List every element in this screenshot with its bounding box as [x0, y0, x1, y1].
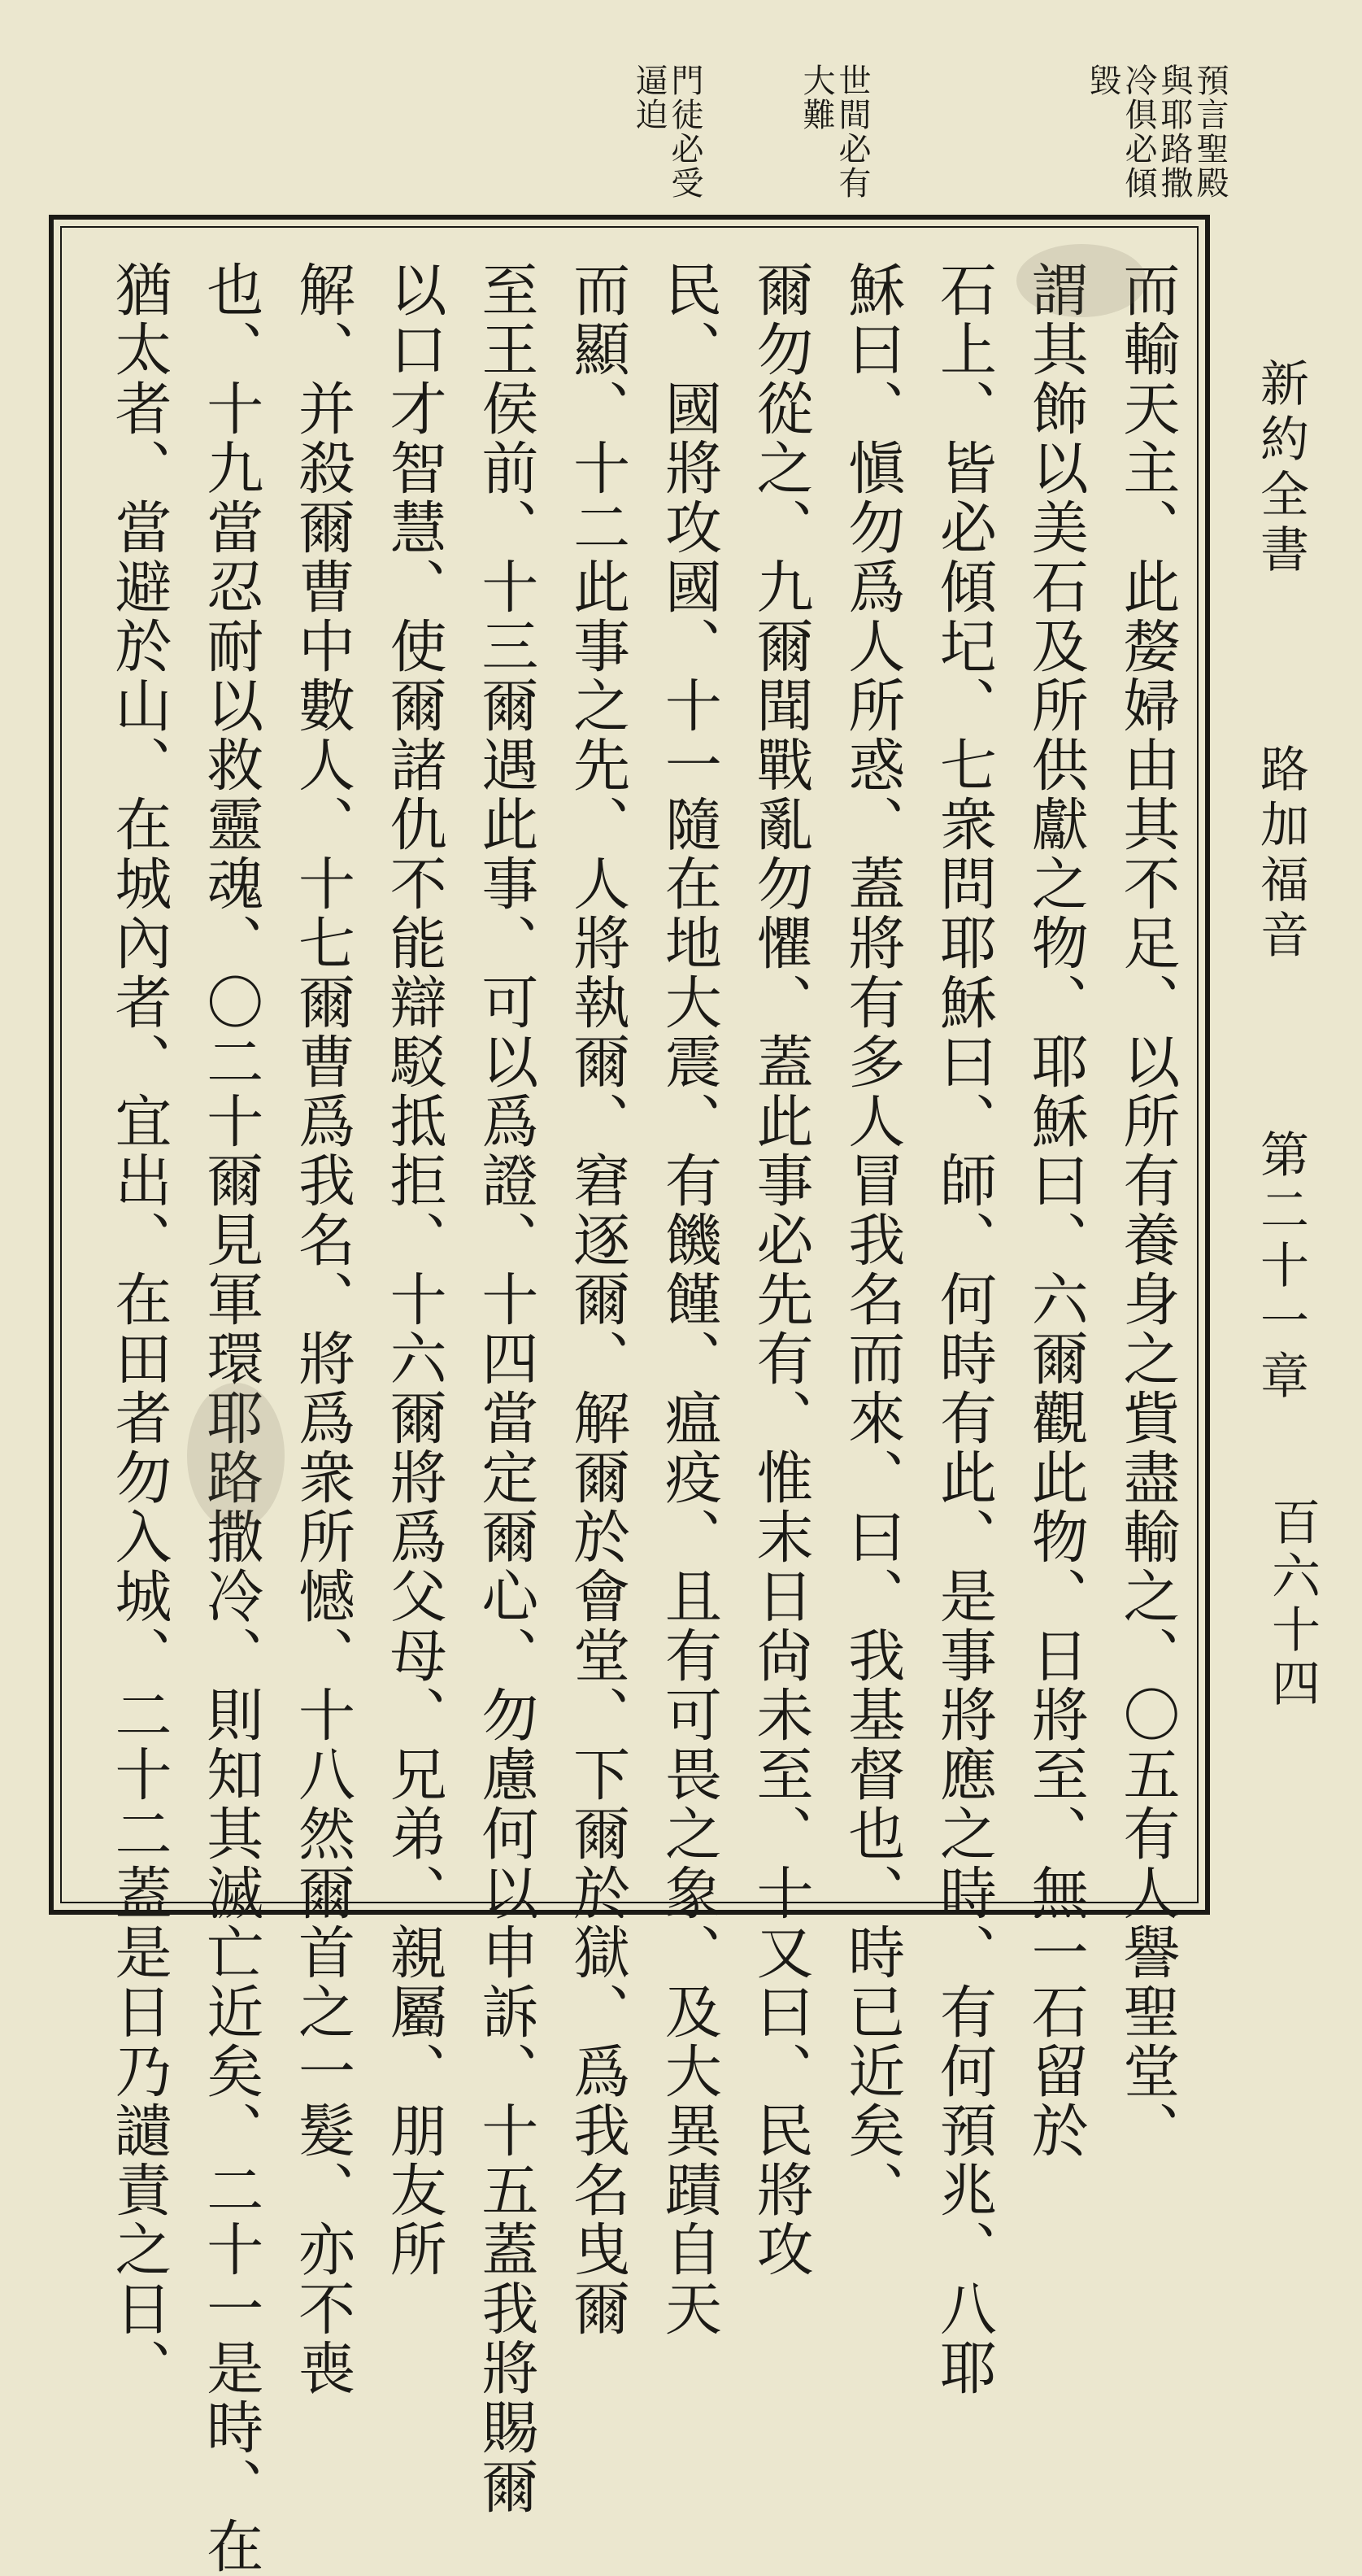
note-line: 大難 [798, 63, 835, 132]
paper-stain [187, 1383, 285, 1529]
note-line: 毀 [1084, 63, 1121, 98]
chapter-title: 第二十一章 [1252, 1129, 1309, 1406]
text-column: 謂其飾以美石及所供獻之物、耶穌曰、六爾觀此物、日將至、無一石留於 [1022, 260, 1090, 2160]
text-column: 民、國將攻國、十一隨在地大震、有饑饉、瘟疫、且有可畏之象、及大異蹟自天 [655, 260, 723, 2338]
gospel-title: 路加福音 [1252, 743, 1309, 965]
note-line: 世間必有 [833, 63, 871, 200]
marginal-note-temple [1085, 63, 1228, 218]
marginal-note-calamity [798, 63, 870, 218]
text-column: 而顯、十二此事之先、人將執爾、窘逐爾、解爾於會堂、下爾於獄、爲我名曳爾 [564, 260, 631, 2338]
body-text [86, 260, 1181, 2576]
marginal-note-persecution [631, 63, 703, 218]
note-line: 門徒必受 [666, 63, 703, 200]
text-column: 也、十九當忍耐以救靈魂、〇二十爾見軍環耶路撒冷、則知其滅亡近矣、二十一是時、在 [197, 260, 264, 2576]
text-frame [49, 215, 1210, 2576]
note-line: 冷俱必傾 [1120, 63, 1157, 200]
note-line: 與耶路撒 [1155, 63, 1193, 200]
marginal-notes [553, 63, 1228, 226]
text-column: 猶太者、當避於山、在城內者、宜出、在田者勿入城、二十二蓋是日乃讉責之日、 [106, 260, 172, 2398]
text-column: 石上、皆必傾圮、七衆問耶穌曰、師、何時有此、是事將應之時、有何預兆、八耶 [930, 260, 998, 2398]
page-number: 百六十四 [1264, 1497, 1321, 1711]
text-column: 穌曰、愼勿爲人所惑、蓋將有多人冒我名而來、曰、我基督也、時已近矣、 [838, 260, 906, 2220]
running-head [1251, 358, 1316, 1578]
paper-stain [1016, 244, 1147, 317]
note-line: 預言聖殿 [1191, 63, 1229, 200]
text-column: 而輸天主、此嫠婦由其不足、以所有養身之貲盡輸之、〇五有人譽聖堂、 [1113, 260, 1181, 2160]
text-column: 至王侯前、十三爾遇此事、可以爲證、十四當定爾心、勿慮何以申訴、十五蓋我將賜爾 [472, 260, 539, 2517]
book-title: 新約全書 [1252, 358, 1309, 579]
text-column: 解、并殺爾曹中數人、十七爾曹爲我名、將爲衆所憾、十八然爾首之一髮、亦不喪 [289, 260, 356, 2398]
text-column: 以口才智慧、使爾諸仇不能辯駁抵拒、十六爾將爲父母、兄弟、親屬、朋友所 [381, 260, 448, 2279]
note-line: 逼迫 [630, 63, 668, 132]
text-column: 爾勿從之、九爾聞戰亂勿懼、蓋此事必先有、惟末日尙未至、十又曰、民將攻 [747, 260, 815, 2279]
